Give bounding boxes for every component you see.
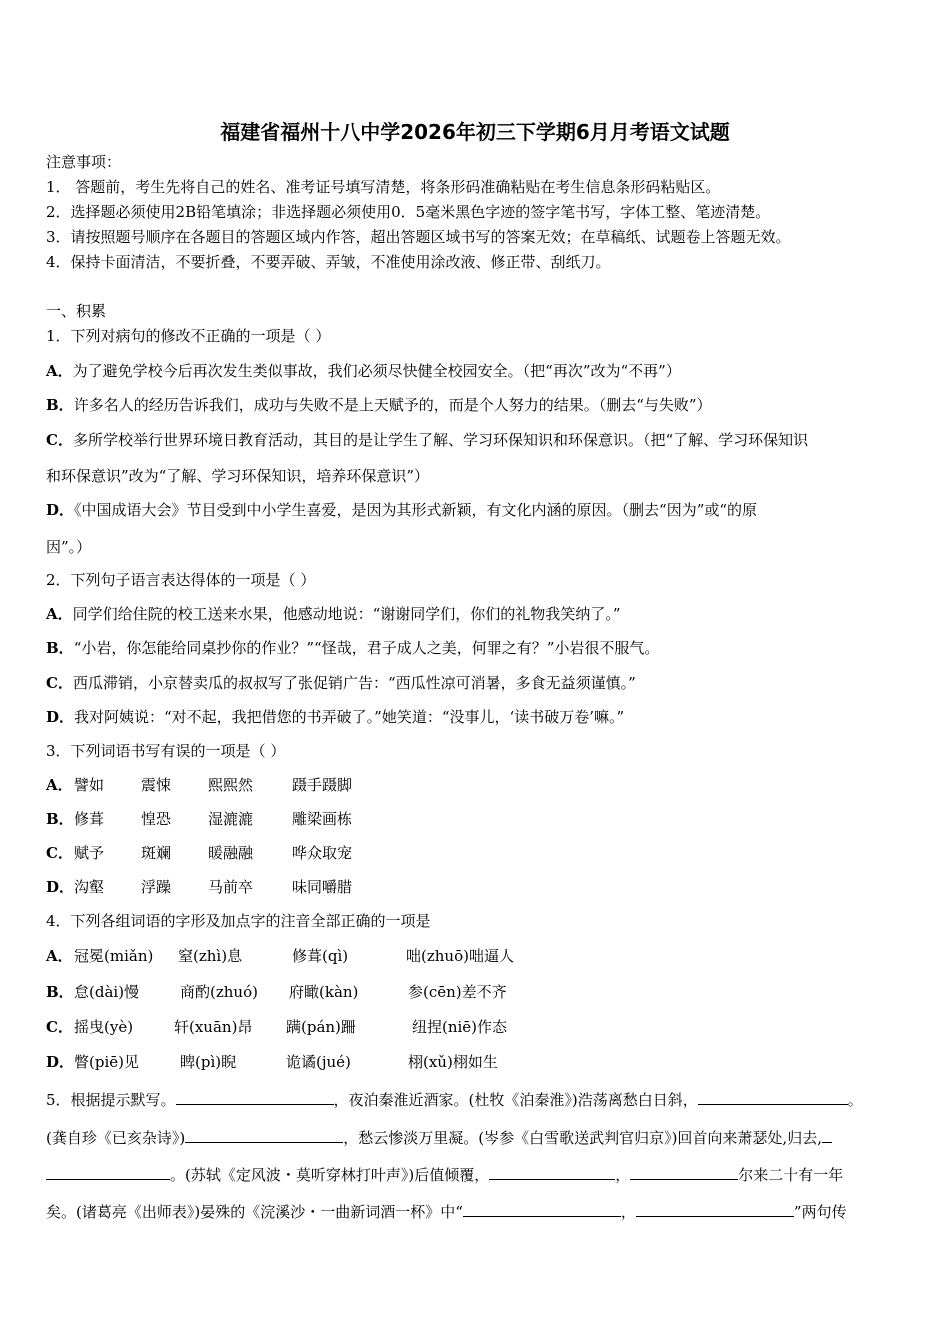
q2-option-c [46, 674, 636, 692]
q5-text: ， [620, 1203, 636, 1221]
notice-item: 4．保持卡面清洁，不要折叠，不要弄破、弄皱，不准使用涂改液、修正带、刮纸刀。 [46, 253, 611, 271]
option-text: 西瓜滞销，小京替卖瓜的叔叔写了张促销广告：“西瓜性凉可消暑，多食无益须谨慎。” [72, 674, 636, 692]
option-label: C． [46, 674, 73, 692]
q1-option-c-cont: 和环保意识”改为“了解、学习环保知识，培养环保意识”） [46, 467, 430, 485]
q5-text: 矣。(诸葛亮《出师表》)晏殊的《浣溪沙・一曲新词酒一杯》中“ [46, 1203, 463, 1221]
option-text: 我对阿姨说：“对不起，我把借您的书弄破了。”她笑道：“没事儿，‘读书破万卷’嘛。” [74, 708, 625, 726]
q4-option-b [46, 983, 507, 1001]
word: 马前卒 [208, 878, 254, 896]
word: 瞥(piē)见 [74, 1053, 139, 1071]
word: 暖融融 [208, 844, 254, 862]
notice-item: 1． 答题前，考生先将自己的姓名、准考证号填写清楚，将条形码准确粘贴在考生信息条形码粘贴区。 [46, 178, 721, 196]
option-text: 多所学校举行世界环境日教育活动，其目的是让学生了解、学习环保知识和环保意识。（把“了解、学习环保知识 [72, 431, 809, 449]
answer-blank[interactable] [46, 1164, 170, 1180]
q1-option-b [46, 396, 712, 414]
word: 哗众取宠 [292, 844, 353, 862]
answer-blank[interactable] [176, 1089, 334, 1105]
word: 修葺 [74, 810, 105, 828]
q5-text: ，夜泊秦淮近酒家。(杜牧《泊秦淮》)浩荡离愁白日斜， [333, 1091, 698, 1109]
word: 摇曳(yè) [74, 1018, 134, 1036]
word: 咄(zhuō)咄逼人 [406, 947, 514, 965]
answer-blank[interactable] [463, 1201, 621, 1217]
word: 怠(dài)慢 [74, 983, 140, 1001]
question-3-stem: 3．下列词语书写有误的一项是（ ） [46, 742, 286, 760]
q1-option-c [46, 431, 808, 449]
option-label: B． [46, 983, 74, 1001]
word: 诡谲(jué) [286, 1053, 351, 1071]
answer-blank[interactable] [822, 1127, 832, 1143]
word: 湿漉漉 [208, 810, 254, 828]
word: 沟壑 [74, 878, 105, 896]
word: 雕梁画栋 [292, 810, 353, 828]
word: 商酌(zhuó) [180, 983, 258, 1001]
q4-option-d [46, 1053, 498, 1071]
page-title: 福建省福州十八中学2026年初三下学期6月月考语文试题 [220, 120, 730, 144]
word: 蹑手蹑脚 [292, 776, 353, 794]
notice-item: 2．选择题必须使用2B铅笔填涂；非选择题必须使用0．5毫米黑色字迹的签字笔书写，字体工整、笔迹清楚。 [46, 203, 771, 221]
q5-text: 5．根据提示默写。 [46, 1091, 176, 1109]
q4-option-c [46, 1018, 507, 1036]
option-text: 许多名人的经历告诉我们，成功与失败不是上天赋予的，而是个人努力的结果。（删去“与失败”） [73, 396, 712, 414]
option-label: B． [46, 396, 74, 414]
q2-option-d [46, 708, 624, 726]
word: 譬如 [74, 776, 105, 794]
option-label: C． [46, 431, 73, 449]
q3-option-b [46, 810, 352, 828]
word: 赋予 [74, 844, 105, 862]
question-5-line-4 [46, 1201, 847, 1221]
word: 震悚 [141, 776, 172, 794]
question-4-stem: 4．下列各组词语的字形及加点字的注音全部正确的一项是 [46, 912, 431, 930]
word: 冠冕(miǎn) [74, 947, 154, 965]
word: 府瞰(kàn) [289, 983, 359, 1001]
q1-option-d-cont: 因”。） [46, 538, 92, 556]
q2-option-a [46, 605, 620, 623]
option-text: “小岩，你怎能给同桌抄你的作业？”“怪哉，君子成人之美，何罪之有？”小岩很不服气。 [73, 639, 660, 657]
word: 参(cēn)差不齐 [408, 983, 507, 1001]
word: 修葺(qì) [292, 947, 349, 965]
q1-option-d [46, 501, 757, 519]
option-label: A． [46, 362, 73, 380]
word: 纽捏(niē)作态 [412, 1018, 508, 1036]
option-label: B． [46, 810, 74, 828]
word: 熙熙然 [208, 776, 254, 794]
q5-text: 尔来二十有一年 [738, 1166, 844, 1184]
option-text: 为了避免学校今后再次发生类似事故，我们必须尽快健全校园安全。（把“再次”改为“不再”） [72, 362, 681, 380]
option-label: C． [46, 844, 73, 862]
word: 惶恐 [141, 810, 172, 828]
option-text: 同学们给住院的校工送来水果，他感动地说：“谢谢同学们，你们的礼物我笑纳了。” [72, 605, 621, 623]
q5-text: ， [615, 1166, 631, 1184]
word: 蹒(pán)跚 [286, 1018, 356, 1036]
option-label: D． [46, 708, 75, 726]
option-label: D． [46, 1053, 75, 1071]
question-2-stem: 2．下列句子语言表达得体的一项是（ ） [46, 571, 316, 589]
option-label: A． [46, 605, 73, 623]
q3-option-a [46, 776, 352, 794]
answer-blank[interactable] [489, 1164, 615, 1180]
q1-option-a [46, 362, 681, 380]
question-5-line-2 [46, 1127, 832, 1147]
question-5-line-1 [46, 1089, 863, 1109]
option-label: D． [46, 501, 75, 519]
question-1-stem: 1．下列对病句的修改不正确的一项是（ ） [46, 327, 331, 345]
word: 轩(xuān)昂 [174, 1018, 253, 1036]
option-label: A． [46, 776, 73, 794]
q5-text: (龚自珍《已亥杂诗》) [46, 1129, 186, 1147]
answer-blank[interactable] [630, 1164, 738, 1180]
question-5-line-3 [46, 1164, 843, 1184]
notice-item: 3．请按照题号顺序在各题目的答题区域内作答，超出答题区域书写的答案无效；在草稿纸、试题卷上答题无效。 [46, 228, 791, 246]
q2-option-b [46, 639, 659, 657]
notice-heading: 注意事项： [46, 153, 122, 171]
word: 栩(xǔ)栩如生 [408, 1053, 498, 1071]
option-label: B． [46, 639, 74, 657]
word: 斑斓 [141, 844, 172, 862]
q5-text: ”两句传 [793, 1203, 847, 1221]
q5-text: ，愁云惨淡万里凝。(岑参《白雪歌送武判官归京》)回首向来萧瑟处,归去, [343, 1129, 822, 1147]
q3-option-c [46, 844, 352, 862]
option-label: C． [46, 1018, 73, 1036]
word: 睥(pì)睨 [180, 1053, 237, 1071]
q4-option-a [46, 947, 514, 965]
answer-blank[interactable] [636, 1201, 794, 1217]
q5-text: 。(苏轼《定风波・莫听穿林打叶声》)后值倾覆， [170, 1166, 490, 1184]
option-label: A． [46, 947, 73, 965]
word: 浮躁 [141, 878, 172, 896]
section-heading: 一、积累 [46, 302, 107, 320]
q3-option-d [46, 878, 352, 896]
option-text: 《中国成语大会》节目受到中小学生喜爱，是因为其形式新颖，有文化内涵的原因。（删去“因为”或“的原 [74, 501, 758, 519]
word: 窒(zhì)息 [178, 947, 243, 965]
q5-text: 。 [847, 1091, 863, 1109]
option-label: D． [46, 878, 75, 896]
answer-blank[interactable] [698, 1089, 848, 1105]
word: 味同嚼腊 [292, 878, 353, 896]
answer-blank[interactable] [185, 1127, 343, 1143]
